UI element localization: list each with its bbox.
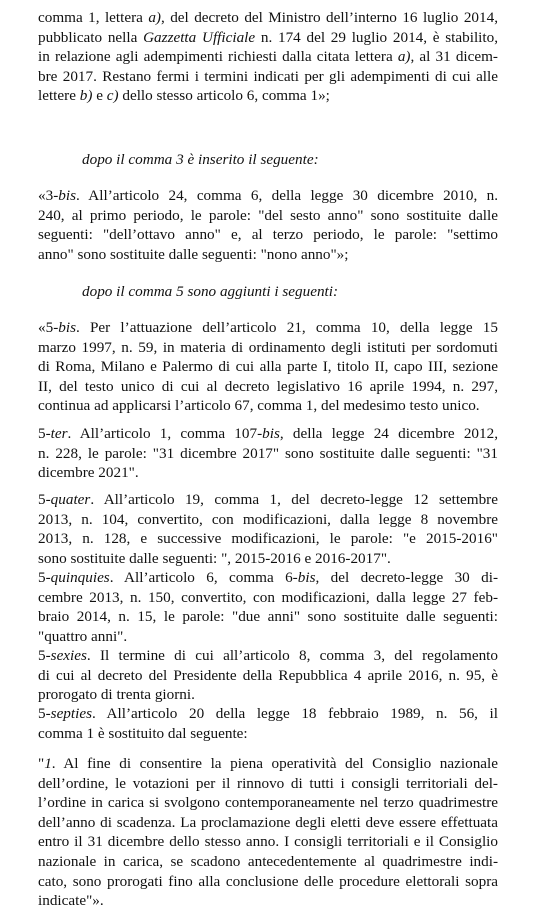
paragraph-comma-3-bis [38, 186, 498, 264]
text-line: 5-septies. All’articolo 20 della legge 18 febbraio 1989, n. 56, il [38, 705, 498, 722]
text-line: di Roma, Milano e Palermo di cui alla parte I, titolo II, capo III, sezione [38, 358, 498, 376]
text-line: 240, al primo periodo, le parole: "del sesto anno" sono sostituite dalle [38, 206, 498, 224]
text-line: continua ad applicarsi l’articolo 67, comma 1, del medesimo testo unico. [38, 397, 480, 415]
text-line: l’ordine in carica si svolgono contemporaneamente nel terzo quadrimestre [38, 794, 498, 812]
text-line: II, del testo unico di cui al decreto legislativo 16 aprile 1994, n. 297, [38, 377, 498, 395]
text-line: 2013, n. 128, e successive modificazioni, le parole: "e 2015-2016" [38, 530, 498, 548]
text-line: 5-sexies. Il termine di cui all’articolo 8, comma 3, del regolamento [38, 647, 498, 664]
text-line: nazionale in carica, se scadono antecedentemente al quadrimestre indi- [38, 852, 498, 870]
text-line: lettere b) e c) dello stesso articolo 6, comma 1»; [38, 87, 330, 105]
text-line: cembre 2013, n. 150, convertito, con modificazioni, dalla legge 27 feb- [38, 588, 498, 606]
paragraph-continuation-comma-1 [38, 8, 498, 106]
text-line: in relazione agli adempimenti richiesti dalla citata lettera a), al 31 dicem- [38, 48, 498, 66]
text-line: seguenti: "dell’ottavo anno" e, al terzo periodo, le parole: "settimo [38, 226, 498, 244]
text-line: comma 1, lettera a), del decreto del Ministro dell’interno 16 luglio 2014, [38, 9, 498, 26]
text-line: dell’anno di scadenza. La proclamazione degli eletti deve essere effettuata [38, 813, 498, 831]
paragraph-comma-5-quater [38, 490, 498, 568]
text-line: comma 1 è sostituito dal seguente: [38, 724, 248, 742]
text-line: entro il 31 dicembre dello stesso anno. I consigli territoriali e il Consiglio [38, 833, 498, 851]
heading-after-comma-3: dopo il comma 3 è inserito il seguente: [82, 151, 319, 168]
text-line: prorogato di trenta giorni. [38, 686, 195, 704]
text-line: dicembre 2021". [38, 464, 139, 482]
text-line: «5-bis. Per l’attuazione dell’articolo 21, comma 10, della legge 15 [38, 319, 498, 336]
paragraph-comma-5-quinquies [38, 568, 498, 646]
text-line: «3-bis. All’articolo 24, comma 6, della legge 30 dicembre 2010, n. [38, 187, 498, 204]
text-line: marzo 1997, n. 59, in materia di ordinamento degli istituti per sordomuti [38, 338, 498, 356]
text-line: anno" sono sostituite dalle seguenti: "nono anno"»; [38, 245, 349, 263]
text-line: sono sostituite dalle seguenti: ", 2015-2016 e 2016-2017". [38, 549, 391, 567]
text-line: 2013, n. 104, convertito, con modificazioni, dalla legge 8 novembre [38, 510, 498, 528]
paragraph-replacement-comma-1 [38, 754, 498, 911]
text-line: 5-quater. All’articolo 19, comma 1, del decreto-legge 12 settembre [38, 491, 498, 508]
paragraph-comma-5-sexies [38, 646, 498, 705]
text-line: 5-quinquies. All’articolo 6, comma 6-bis, del decreto-legge 30 di- [38, 569, 498, 586]
text-line: braio 2014, n. 15, le parole: "due anni" sono sostituite dalle seguenti: [38, 608, 498, 626]
text-line: 5-ter. All’articolo 1, comma 107-bis, della legge 24 dicembre 2012, [38, 425, 499, 442]
text-line: bre 2017. Restano fermi i termini indicati per gli adempimenti di cui alle [38, 67, 498, 85]
text-line: di cui al decreto del Presidente della Repubblica 4 aprile 2016, n. 95, è [38, 666, 498, 684]
text-line: indicate"». [38, 892, 104, 910]
text-line: n. 228, le parole: "31 dicembre 2017" sono sostituite dalle seguenti: "31 [38, 444, 498, 462]
paragraph-comma-5-septies [38, 704, 498, 743]
text-line: pubblicato nella Gazzetta Ufficiale n. 174 del 29 luglio 2014, è stabilito, [38, 28, 498, 46]
heading-after-comma-5: dopo il comma 5 sono aggiunti i seguenti: [82, 283, 339, 300]
paragraph-comma-5-ter [38, 424, 498, 483]
text-line: "quattro anni". [38, 627, 128, 645]
text-line: "1. Al fine di consentire la piena operatività del Consiglio nazionale [38, 755, 498, 772]
text-line: cato, sono prorogati fino alla conclusione delle procedure elettorali sopra [38, 872, 498, 890]
text-line: dell’ordine, le votazioni per il rinnovo di tutti i consigli territoriali del- [38, 774, 498, 792]
paragraph-comma-5-bis [38, 318, 498, 416]
